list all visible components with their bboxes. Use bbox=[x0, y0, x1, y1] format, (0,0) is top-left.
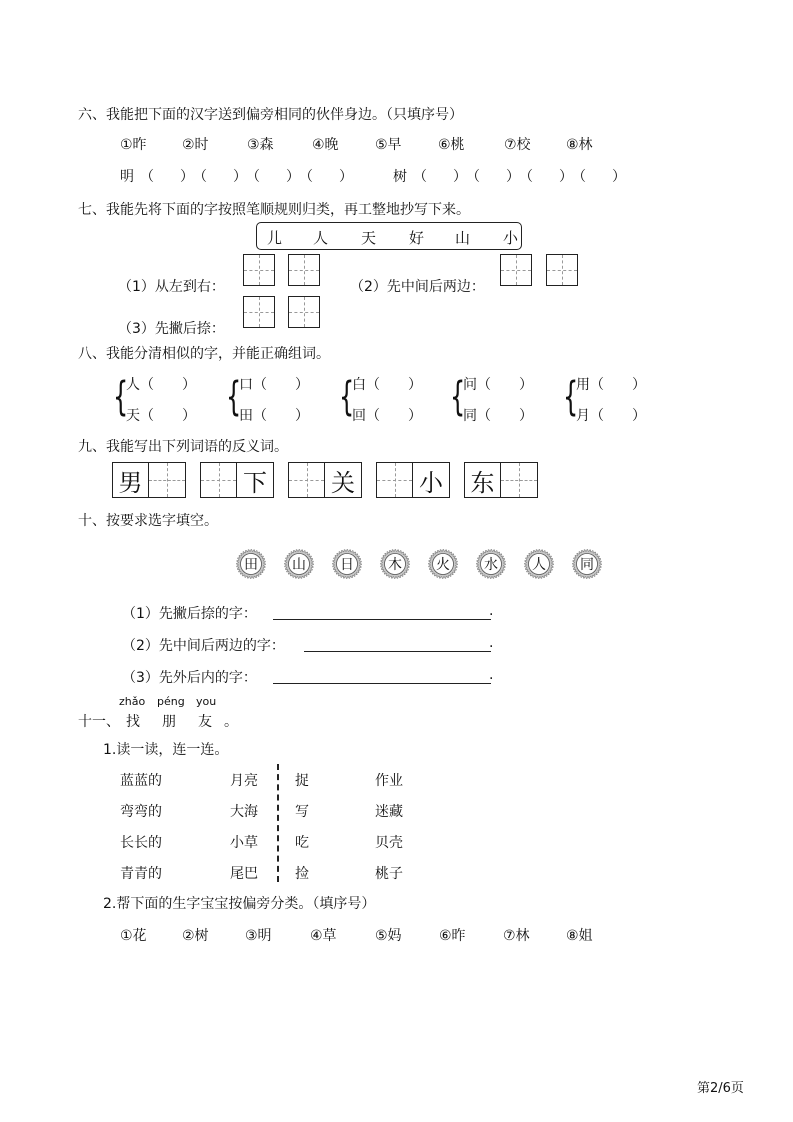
char: 人 bbox=[313, 229, 329, 247]
item: ⑤妈 bbox=[375, 928, 402, 944]
gear-char: 人 bbox=[532, 557, 546, 573]
match-left[interactable]: 弯弯的 bbox=[120, 804, 162, 820]
item: ①花 bbox=[120, 928, 147, 944]
writing-box[interactable] bbox=[243, 254, 275, 286]
section-7-title: 七、我能先将下面的字按照笔顺规则归类，再工整地抄写下来。 bbox=[78, 202, 470, 218]
writing-box[interactable] bbox=[500, 254, 532, 286]
title-char: 找 bbox=[126, 714, 140, 730]
q3-label: （3）先撇后捺： bbox=[118, 321, 225, 337]
char-box bbox=[256, 222, 522, 250]
gear-char-badge bbox=[284, 549, 314, 579]
match-object[interactable]: 迷藏 bbox=[375, 804, 403, 820]
antonym-cell bbox=[237, 463, 273, 497]
antonym-pair bbox=[112, 462, 186, 498]
gear-char-badge bbox=[524, 549, 554, 579]
antonym-cell bbox=[465, 463, 501, 497]
line-end: . bbox=[489, 603, 494, 619]
gear-char-badge bbox=[332, 549, 362, 579]
antonym-cell bbox=[413, 463, 449, 497]
item: ⑤早 bbox=[375, 137, 402, 153]
match-object[interactable]: 作业 bbox=[375, 773, 403, 789]
gear-char: 日 bbox=[340, 557, 354, 573]
section-10-title: 十、按要求选字填空。 bbox=[78, 513, 218, 529]
antonym-cell[interactable] bbox=[501, 463, 537, 497]
item: ⑧姐 bbox=[566, 928, 593, 944]
item: ②树 bbox=[182, 928, 209, 944]
item: ③森 bbox=[247, 137, 274, 153]
gear-char: 山 bbox=[292, 557, 306, 573]
sub2-title: 2.帮下面的生字宝宝按偏旁分类。（填序号） bbox=[103, 896, 376, 912]
pair-top: 口（ ） bbox=[239, 377, 309, 393]
char: 小 bbox=[503, 229, 519, 247]
answer-line[interactable] bbox=[304, 651, 491, 652]
item: ⑧林 bbox=[566, 137, 593, 153]
pair-top: 白（ ） bbox=[352, 377, 422, 393]
gear-char-badge bbox=[428, 549, 458, 579]
line-end: . bbox=[489, 667, 494, 683]
pair-top: 人（ ） bbox=[126, 377, 196, 393]
page-number: 第2/6页 bbox=[697, 1081, 744, 1096]
char: 天 bbox=[361, 229, 377, 247]
antonym-pair bbox=[200, 462, 274, 498]
match-left[interactable]: 蓝蓝的 bbox=[120, 773, 162, 789]
antonym-cell[interactable] bbox=[377, 463, 413, 497]
title-char: 。 bbox=[224, 714, 238, 730]
antonym-char: 东 bbox=[470, 468, 495, 497]
gear-char: 田 bbox=[244, 557, 258, 573]
match-verb[interactable]: 捡 bbox=[295, 866, 309, 882]
gear-char: 火 bbox=[436, 557, 450, 573]
item: ③明 bbox=[245, 928, 272, 944]
pair-bottom: 月（ ） bbox=[576, 408, 646, 424]
section-11-prefix: 十一、 bbox=[78, 714, 120, 730]
match-verb[interactable]: 写 bbox=[295, 804, 309, 820]
match-left[interactable]: 青青的 bbox=[120, 866, 162, 882]
antonym-pair bbox=[288, 462, 362, 498]
pair-bottom: 天（ ） bbox=[126, 408, 196, 424]
match-right[interactable]: 大海 bbox=[230, 804, 258, 820]
ming-answer: 明（ ）（ ）（ ）（ ） bbox=[120, 169, 359, 185]
match-object[interactable]: 桃子 bbox=[375, 866, 403, 882]
match-right[interactable]: 尾巴 bbox=[230, 866, 258, 882]
item: ④晚 bbox=[312, 137, 339, 153]
brace-icon: { bbox=[450, 374, 466, 420]
antonym-cell[interactable] bbox=[149, 463, 185, 497]
gear-char: 木 bbox=[388, 557, 402, 573]
brace-icon: { bbox=[226, 374, 242, 420]
answer-line[interactable] bbox=[273, 683, 491, 684]
match-verb[interactable]: 捉 bbox=[295, 773, 309, 789]
gear-char-badge bbox=[380, 549, 410, 579]
pinyin: péng bbox=[157, 695, 185, 708]
antonym-char: 关 bbox=[331, 468, 355, 497]
match-verb[interactable]: 吃 bbox=[295, 835, 309, 851]
antonym-char: 下 bbox=[243, 468, 267, 497]
antonym-char: 小 bbox=[419, 468, 443, 497]
q2-label: （2）先中间后两边： bbox=[350, 279, 485, 295]
antonym-cell bbox=[325, 463, 361, 497]
gear-char: 同 bbox=[580, 557, 594, 573]
line-end: . bbox=[489, 635, 494, 651]
divider bbox=[277, 764, 279, 882]
gear-char-badge bbox=[476, 549, 506, 579]
section-8-title: 八、我能分清相似的字，并能正确组词。 bbox=[78, 346, 330, 362]
q1-label: （1）先撇后捺的字： bbox=[122, 606, 257, 622]
pinyin: you bbox=[196, 695, 217, 708]
pair-bottom: 回（ ） bbox=[352, 408, 422, 424]
q1-label: （1）从左到右： bbox=[118, 279, 225, 295]
antonym-cell bbox=[113, 463, 149, 497]
sub1-title: 1.读一读，连一连。 bbox=[103, 742, 229, 758]
pinyin: zhǎo bbox=[119, 695, 146, 708]
writing-box[interactable] bbox=[288, 296, 320, 328]
antonym-cell[interactable] bbox=[289, 463, 325, 497]
pair-top: 问（ ） bbox=[463, 377, 533, 393]
pair-bottom: 同（ ） bbox=[463, 408, 533, 424]
section-9-title: 九、我能写出下列词语的反义词。 bbox=[78, 439, 288, 455]
antonym-pair bbox=[464, 462, 538, 498]
title-char: 朋 bbox=[162, 714, 176, 730]
brace-icon: { bbox=[339, 374, 355, 420]
antonym-pair bbox=[376, 462, 450, 498]
brace-icon: { bbox=[563, 374, 579, 420]
writing-box[interactable] bbox=[243, 296, 275, 328]
title-char: 友 bbox=[198, 714, 212, 730]
shu-answer: 树（ ）（ ）（ ）（ ） bbox=[393, 169, 632, 185]
match-right[interactable]: 月亮 bbox=[230, 773, 258, 789]
writing-box[interactable] bbox=[546, 254, 578, 286]
item: ⑥昨 bbox=[439, 928, 466, 944]
answer-line[interactable] bbox=[273, 619, 491, 620]
q3-label: （3）先外后内的字： bbox=[122, 670, 257, 686]
item: ②时 bbox=[182, 137, 209, 153]
match-object[interactable]: 贝壳 bbox=[375, 835, 403, 851]
item: ④草 bbox=[310, 928, 337, 944]
item: ①昨 bbox=[120, 137, 147, 153]
gear-char-badge bbox=[572, 549, 602, 579]
section-6-title: 六、我能把下面的汉字送到偏旁相同的伙伴身边。（只填序号） bbox=[78, 107, 463, 123]
pair-top: 用（ ） bbox=[576, 377, 646, 393]
char: 好 bbox=[409, 229, 425, 247]
char: 山 bbox=[455, 229, 471, 247]
brace-icon: { bbox=[113, 374, 129, 420]
char: 儿 bbox=[267, 229, 283, 247]
pair-bottom: 田（ ） bbox=[239, 408, 309, 424]
item: ⑦林 bbox=[503, 928, 530, 944]
antonym-cell[interactable] bbox=[201, 463, 237, 497]
antonym-char: 男 bbox=[118, 468, 143, 497]
match-right[interactable]: 小草 bbox=[230, 835, 258, 851]
gear-char-badge bbox=[236, 549, 266, 579]
gear-char: 水 bbox=[484, 557, 498, 573]
q2-label: （2）先中间后两边的字： bbox=[122, 638, 285, 654]
item: ⑦校 bbox=[504, 137, 531, 153]
item: ⑥桃 bbox=[438, 137, 465, 153]
writing-box[interactable] bbox=[288, 254, 320, 286]
match-left[interactable]: 长长的 bbox=[120, 835, 162, 851]
